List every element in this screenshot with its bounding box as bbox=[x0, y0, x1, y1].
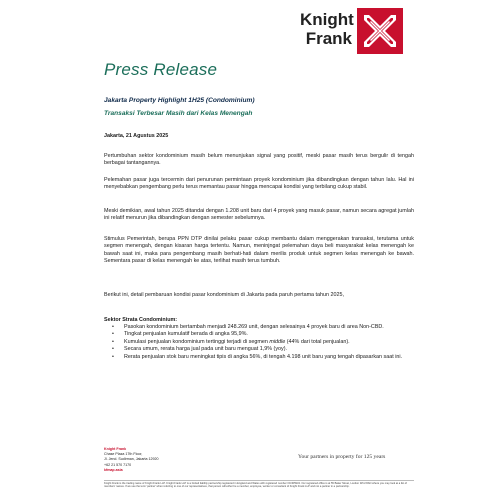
logo-word-knight: Knight bbox=[300, 10, 354, 29]
logo-wordmark bbox=[300, 10, 352, 48]
bullet-text: Tingkat penjualan kumulatif berada di angka 95,9%. bbox=[124, 331, 248, 338]
bullet-list bbox=[112, 324, 414, 361]
list-item bbox=[112, 346, 414, 353]
footer-website-link[interactable]: kfmap.asia bbox=[104, 467, 123, 472]
paragraph-4: Stimulus Pemerintah, berupa PPN DTP dinilai pelaku pasar cukup membantu dalam menggerakan transaksi, terutama untuk segmen menengah, dengan kisaran harga tertentu. Namun, meninjngat pelemahan daya beli masyarakat kelas menengah ke bawah saat ini, maka para pengembang masih berhati-hati dalam merilis produk untuk segmen kelas menengah ke bawah. Sementara pasar di kelas menengah ke atas, terlihat masih terus tumbuh. bbox=[104, 236, 414, 265]
paragraph-5: Berikut ini, detail pembaruan kondisi pasar kondominium di Jakarta pada paruh pertama tahun 2025, bbox=[104, 292, 345, 298]
paragraph-3: Meski demikian, awal tahun 2025 ditandai dengan 1.208 unit baru dari 4 proyek yang masuk pasar, namun secara agregat jumlah ini relatif menurun jika dibandingkan dengan semester sebelumnya. bbox=[104, 208, 414, 222]
list-item bbox=[112, 324, 414, 331]
list-item bbox=[112, 354, 414, 361]
bullet-text: Pasokan kondominium bertambah menjadi 248.269 unit, dengan selesainya 4 proyek baru di area Non-CBD. bbox=[124, 324, 384, 330]
press-release-title: Press Release bbox=[104, 60, 218, 79]
logo-word-frank: Frank bbox=[305, 29, 352, 48]
list-item bbox=[112, 339, 414, 346]
legal-disclaimer: Knight Frank is the trading name of Knight Frank LLP. Knight Frank LLP is a limited liability partnership registered in England and Wales with registered number OC305934. Our registered office is at 55 Baker Street, London W1U 8AN where you may look at a list of members' names. If we use the term 'partner' when referring to one of our representatives, that person will either be a member, employee, worker or consultant of Knight Frank LLP and not a partner in a partnership. bbox=[104, 482, 407, 489]
emphasis-middle: middle bbox=[269, 338, 286, 345]
footer-tagline: Your partners in property for 125 years bbox=[298, 454, 386, 460]
footer-address-line-2: Jl. Jend. Sudirman, Jakarta 12920 bbox=[104, 457, 159, 462]
report-subtitle: Jakarta Property Highlight 1H25 (Condominium) bbox=[104, 97, 255, 104]
footer-brand: Knight Frank bbox=[104, 447, 127, 451]
section-title: Sektor Strata Condominium: bbox=[104, 317, 178, 323]
headline-subtitle: Transaksi Terbesar Masih dari Kelas Menengah bbox=[104, 110, 253, 117]
knight-frank-cross-logo-icon bbox=[357, 8, 403, 54]
bullet-text: Secara umum, rerata harga jual pada unit baru menguat 1,9% (yoy). bbox=[124, 346, 288, 353]
bullet-text: Rerata penjualan stok baru meningkat tipis di angka 56%, di tengah 4.198 unit baru yang tengah dipasarkan saat ini. bbox=[124, 353, 403, 360]
list-item bbox=[112, 331, 414, 338]
bullet-text: Kumulasi penjualan kondominium tertinggi terjadi di segmen middle (44% dari total penjualan). bbox=[124, 338, 350, 345]
footer-divider bbox=[104, 480, 414, 481]
release-date: Jakarta, 21 Agustus 2025 bbox=[104, 133, 169, 139]
footer-phone: +62 21 570 7170 bbox=[104, 462, 132, 467]
footer-contact bbox=[104, 447, 159, 473]
footer-address-line-1: Chase Plaza 17th Floor, bbox=[104, 452, 143, 457]
paragraph-1: Pertumbuhan sektor kondominium masih belum menunjukan signal yang positif, meski pasar masih terus bergulir di tengah berbagai tantangannya. bbox=[104, 153, 414, 167]
brand-logo[interactable] bbox=[300, 8, 404, 54]
paragraph-2: Pelemahan pasar juga tercermin dari penurunan permintaan proyek kondominium jika dibandingkan dengan tahun lalu. Hal ini menyebabkan pengembang perlu terus memantau pasar hingga mencapai kondisi yang terbilang cukup stabil. bbox=[104, 177, 414, 191]
